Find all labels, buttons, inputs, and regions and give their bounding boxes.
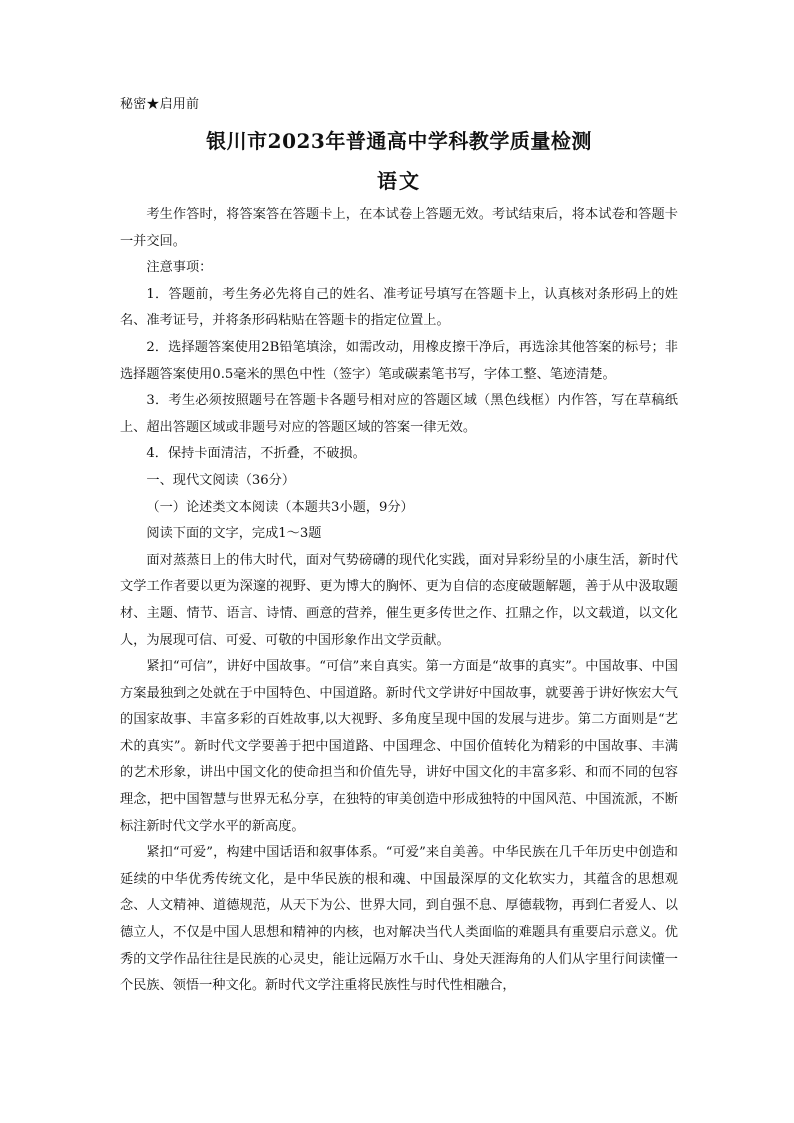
instruction-intro: 考生作答时，将答案答在答题卡上，在本试卷上答题无效。考试结束后，将本试卷和答题卡一并交回。: [120, 207, 678, 249]
article-paragraph-3: 紧扣“可爱”，构建中国话语和叙事体系。“可爱”来自美善。中华民族在几千年历史中创造和延续的中华优秀传统文化，是中华民族的根和魂、中国最深厚的文化软实力，其蕴含的思想观念、人文精神、道德规范，从天下为公、世界大同，到自强不息、厚德载物，再到仁者爱人、以德立人，不仅是中国人思想和精神的内核，也对解决当代人类面临的难题具有重要启示意义。优秀的文学作品往往是民族的心灵史，能让远隔万水千山、身处天涯海角的人们从字里行间读懂一个民族、领悟一种文化。新时代文学注重将民族性与时代性相融合，: [120, 845, 678, 994]
reading-instruction: 阅读下面的文字，完成1～3题: [146, 526, 322, 542]
subsection-heading: （一）论述类文本阅读（本题共3小题，9分）: [146, 499, 414, 515]
notice-item-1: 1．答题前，考生务必先将自己的姓名、准考证号填写在答题卡上，认真核对条形码上的姓名、准考证号，并将条形码粘贴在答题卡的指定位置上。: [120, 286, 678, 329]
subject-title: 语文: [377, 169, 421, 193]
confidential-label: 秘密★启用前: [120, 97, 200, 112]
article-paragraph-1: 面对蒸蒸日上的伟大时代，面对气势磅礴的现代化实践，面对异彩纷呈的小康生活，新时代文学工作者要以更为深邃的视野、更为博大的胸怀、更为自信的态度破题解题，善于从中汲取题材、主题、情节、语言、诗情、画意的营养，催生更多传世之作、扛鼎之作，以文载道，以文化人，为展现可信、可爱、可敬的中国形象作出文学贡献。: [120, 552, 678, 648]
section-heading: 一、现代文阅读（36分）: [146, 472, 296, 488]
notice-item-2: 2．选择题答案使用2B铅笔填涂，如需改动，用橡皮擦干净后，再选涂其他答案的标号；非选择题答案使用0.5毫米的黑色中性（签字）笔或碳素笔书写，字体工整、笔迹清楚。: [120, 339, 678, 382]
article-paragraph-2: 紧扣“可信”，讲好中国故事。“可信”来自真实。第一方面是“故事的真实”。中国故事、中国方案最独到之处就在于中国特色、中国道路。新时代文学讲好中国故事，就要善于讲好恢宏大气的国家故事、丰富多彩的百姓故事,以大视野、多角度呈现中国的发展与进步。第二方面则是“艺术的真实”。新时代文学要善于把中国道路、中国理念、中国价值转化为精彩的中国故事、丰满的艺术形象，讲出中国文化的使命担当和价值先导，讲好中国文化的丰富多彩、和而不同的包容理念，把中国智慧与世界无私分享，在独特的审美创造中形成独特的中国风范、中国流派，不断标注新时代文学水平的新高度。: [120, 659, 678, 834]
document-body: [120, 202, 678, 1000]
notice-item-3: 3．考生必须按照题号在答题卡各题号相对应的答题区域（黑色线框）内作答，写在草稿纸上、超出答题区域或非题号对应的答题区域的答案一律无效。: [120, 393, 678, 435]
exam-page: [120, 92, 678, 1000]
page-title: 银川市2023年普通高中学科教学质量检测: [206, 129, 592, 153]
notice-heading: 注意事项：: [146, 260, 213, 276]
notice-item-4: 4．保持卡面清洁，不折叠，不破损。: [146, 446, 366, 462]
